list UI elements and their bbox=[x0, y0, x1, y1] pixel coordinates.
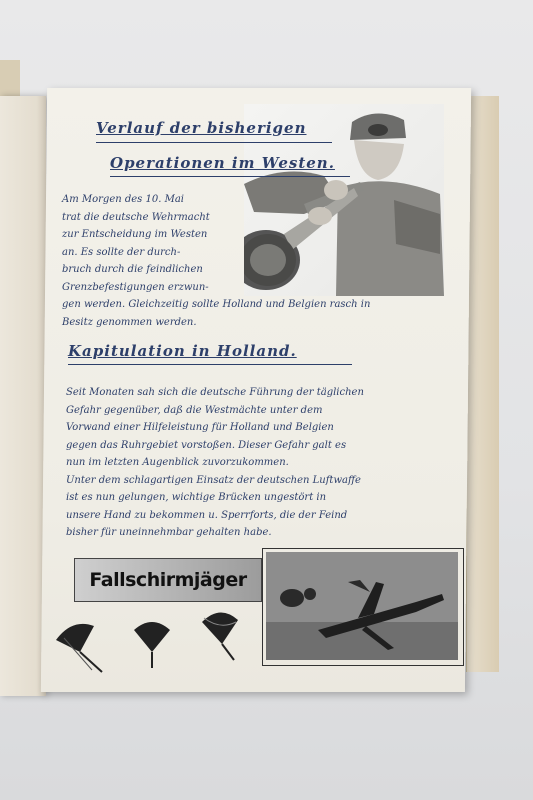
paragraph-1-continued bbox=[62, 296, 452, 331]
left-page-edge bbox=[0, 96, 46, 696]
paragraph-2-line: Gefahr gegenüber, daß die Westmächte unter dem bbox=[66, 404, 323, 416]
paragraph-1-line: Grenzbefestigungen erzwun- bbox=[62, 281, 209, 293]
heading-underline-1 bbox=[96, 142, 332, 143]
paragraph-1-line: bruch durch die feindlichen bbox=[62, 264, 203, 275]
paragraph-1-line: Am Morgen des 10. Mai bbox=[62, 194, 184, 205]
paragraph-1 bbox=[62, 191, 242, 296]
paragraph-2-line: ist es nun gelungen, wichtige Brücken ungestört in bbox=[66, 492, 327, 503]
paragraph-2-line: Vorwand einer Hilfeleistung für Holland und Belgien bbox=[66, 422, 334, 433]
paragraph-2-line: Unter dem schlagartigen Einsatz der deutschen Luftwaffe bbox=[66, 474, 361, 486]
parachutes-illustration bbox=[52, 600, 262, 680]
paragraph-2-line: unsere Hand zu bekommen u. Sperrforts, die der Feind bbox=[66, 509, 348, 521]
paper-scrap bbox=[0, 60, 20, 96]
paragraph-2-line: nun im letzten Augenblick zuvorzukommen. bbox=[66, 457, 289, 468]
paragraph-2-line: gegen das Ruhrgebiet vorstoßen. Dieser Gefahr galt es bbox=[66, 439, 347, 451]
heading-line-1: Verlauf der bisherigen bbox=[96, 119, 307, 137]
paragraph-1-line: trat die deutsche Wehrmacht bbox=[62, 211, 210, 223]
paragraph-1-line: gen werden. Gleichzeitig sollte Holland und Belgien rasch in bbox=[62, 299, 371, 310]
heading-section-2: Kapitulation in Holland. bbox=[68, 342, 297, 360]
heading-underline-2 bbox=[110, 176, 350, 177]
paratrooper-banner bbox=[74, 558, 262, 602]
heading-line-2: Operationen im Westen. bbox=[110, 154, 335, 172]
paragraph-2 bbox=[66, 384, 476, 542]
paragraph-1-line: zur Entscheidung im Westen bbox=[62, 229, 208, 240]
banner-label: Fallschirmjäger bbox=[89, 569, 247, 591]
paragraph-1-line: Besitz genommen werden. bbox=[62, 316, 197, 328]
paragraph-2-line: Seit Monaten sah sich die deutsche Führung der täglichen bbox=[66, 387, 364, 398]
aircraft-photo bbox=[266, 552, 458, 660]
heading-underline-3 bbox=[68, 364, 352, 365]
paragraph-2-line: bisher für uneinnehmbar gehalten habe. bbox=[66, 527, 272, 538]
paragraph-1-line: an. Es sollte der durch- bbox=[62, 246, 181, 258]
